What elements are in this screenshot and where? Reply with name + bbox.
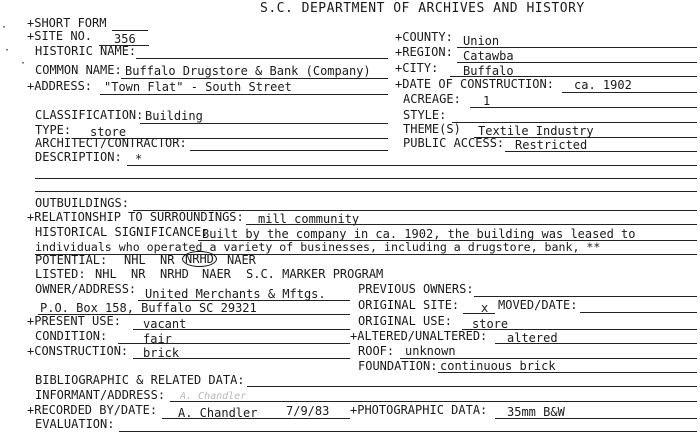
outbuildings-label: OUTBUILDINGS:: [35, 196, 129, 210]
moved-date-line: [580, 312, 697, 313]
description-line-2: [35, 178, 697, 179]
informant-label: INFORMANT/ADDRESS:: [35, 388, 166, 402]
potential-option-nr: NR: [160, 253, 175, 267]
potential-option-naer: NAER: [227, 253, 256, 267]
recorded-by-date: 7/9/83: [286, 404, 330, 418]
architect-line: [190, 150, 388, 151]
architect-label: ARCHITECT/CONTRACTOR:: [35, 136, 187, 150]
public-access-label: PUBLIC ACCESS:: [403, 136, 505, 150]
construction-line: [133, 358, 350, 359]
description-label: DESCRIPTION:: [35, 150, 122, 164]
bibliographic-line: [247, 386, 697, 387]
address-line: [100, 94, 388, 95]
region-line: [457, 62, 697, 63]
condition-label: CONDITION:: [35, 329, 108, 343]
address-value: "Town Flat" - South Street: [104, 80, 292, 94]
site-no-value: 356: [114, 32, 136, 46]
public-access-line: [505, 151, 697, 152]
short-form-label: +SHORT FORM: [27, 16, 107, 30]
photographic-data-label: +PHOTOGRAPHIC DATA:: [350, 403, 488, 417]
listed-label: LISTED:: [35, 267, 86, 281]
type-value: store: [90, 125, 127, 139]
evaluation-label: EVALUATION:: [35, 417, 115, 431]
public-access-value: Restricted: [515, 138, 588, 152]
margin-dot: ·: [20, 58, 27, 69]
acreage-line: [470, 107, 697, 108]
foundation-value: continuous brick: [440, 359, 556, 373]
owner-address-line1: United Merchants & Mftgs.: [145, 287, 326, 301]
roof-value: unknown: [405, 344, 456, 358]
city-value: Buffalo: [463, 64, 514, 78]
moved-date-label: MOVED/DATE:: [498, 298, 578, 312]
informant-line: [170, 401, 697, 402]
construction-value: brick: [143, 346, 180, 360]
historic-name-label: HISTORIC NAME:: [35, 44, 137, 58]
potential-label: POTENTIAL:: [35, 253, 108, 267]
informant-value: A. Chandler: [180, 391, 247, 402]
city-label: +CITY:: [395, 61, 439, 75]
margin-dot: ·: [4, 45, 11, 56]
common-name-line: [121, 78, 388, 79]
common-name-value: Buffalo Drugstore & Bank (Company): [125, 64, 371, 78]
condition-value: fair: [143, 332, 172, 346]
county-line: [457, 47, 697, 48]
selection-circle: NRHD: [182, 251, 217, 267]
original-use-line: [462, 329, 697, 330]
roof-label: ROOF:: [358, 344, 395, 358]
photographic-data-value: 35mm B&W: [507, 405, 565, 419]
potential-option-nhl: NHL: [124, 253, 146, 267]
potential-option-nrhd-selected: [182, 253, 217, 266]
historical-significance-line1: Built by the company in ca. 1902, the building was leased to: [202, 227, 636, 241]
region-label: +REGION:: [395, 45, 453, 59]
date-of-construction-line: [562, 92, 697, 93]
site-no-label: +SITE NO.: [27, 29, 93, 43]
foundation-line: [438, 372, 697, 373]
classification-label: CLASSIFICATION:: [35, 108, 144, 122]
recorded-by-label: +RECORDED BY/DATE:: [27, 403, 158, 417]
page-title: S.C. DEPARTMENT OF ARCHIVES AND HISTORY: [260, 1, 585, 16]
owner-address-label: OWNER/ADDRESS:: [35, 282, 137, 296]
original-use-value: store: [472, 317, 509, 331]
listed-option-marker-program: S.C. MARKER PROGRAM: [246, 267, 384, 281]
present-use-line: [133, 329, 350, 330]
description-line-3: [35, 191, 697, 192]
historical-significance-line2: individuals who operated a variety of businesses, including a drugstore, bank, **: [35, 240, 601, 254]
original-site-label: ORIGINAL SITE:: [358, 298, 460, 312]
present-use-value: vacant: [143, 317, 187, 331]
condition-line: [118, 343, 350, 344]
type-label: TYPE:: [35, 123, 72, 137]
construction-label: +CONSTRUCTION:: [27, 344, 129, 358]
historical-significance-label: HISTORICAL SIGNIFICANCE:: [35, 225, 209, 239]
recorded-by-line: [162, 418, 350, 419]
listed-option-nhl: NHL: [95, 267, 117, 281]
foundation-label: FOUNDATION:: [358, 359, 438, 373]
common-name-label: COMMON NAME:: [35, 63, 122, 77]
classification-value: Building: [145, 109, 203, 123]
acreage-value: 1: [483, 94, 491, 108]
bibliographic-label: BIBLIOGRAPHIC & RELATED DATA:: [35, 373, 245, 387]
relationship-line: [246, 224, 697, 225]
date-of-construction-label: +DATE OF CONSTRUCTION:: [395, 77, 554, 91]
listed-option-nr: NR: [131, 267, 146, 281]
recorded-by-name: A. Chandler: [178, 406, 258, 420]
style-label: STYLE:: [403, 108, 447, 122]
acreage-label: ACREAGE:: [403, 92, 461, 106]
historic-name-line: [136, 58, 388, 59]
short-form-line: [112, 30, 148, 31]
description-line: [127, 165, 697, 166]
photographic-data-line: [495, 418, 697, 419]
address-label: +ADDRESS:: [27, 79, 93, 93]
listed-option-nrhd: NRHD: [160, 267, 189, 281]
relationship-value: mill community: [258, 212, 360, 226]
style-line: [452, 122, 697, 123]
date-of-construction-value: ca. 1902: [574, 78, 632, 92]
altered-line: [495, 343, 697, 344]
region-value: Catawba: [463, 49, 514, 63]
listed-option-naer: NAER: [202, 267, 231, 281]
themes-value: Textile Industry: [478, 124, 594, 138]
description-value: *: [135, 152, 143, 166]
classification-line: [140, 123, 388, 124]
previous-owners-label: PREVIOUS OWNERS:: [358, 282, 474, 296]
original-use-label: ORIGINAL USE:: [358, 314, 452, 328]
themes-label: THEME(S): [403, 122, 461, 136]
altered-label: +ALTERED/UNALTERED:: [350, 329, 488, 343]
owner-address-line2: P.O. Box 158, Buffalo SC 29321: [40, 301, 257, 315]
evaluation-line: [119, 431, 697, 432]
county-value: Union: [463, 34, 500, 48]
margin-dot: ·: [1, 22, 8, 33]
original-site-line: [463, 313, 495, 314]
previous-owners-line: [474, 296, 697, 297]
county-label: +COUNTY:: [395, 30, 453, 44]
present-use-label: +PRESENT USE:: [27, 314, 121, 328]
original-site-value: x: [481, 301, 489, 315]
relationship-label: +RELATIONSHIP TO SURROUNDINGS:: [27, 210, 244, 224]
altered-value: altered: [507, 331, 558, 345]
